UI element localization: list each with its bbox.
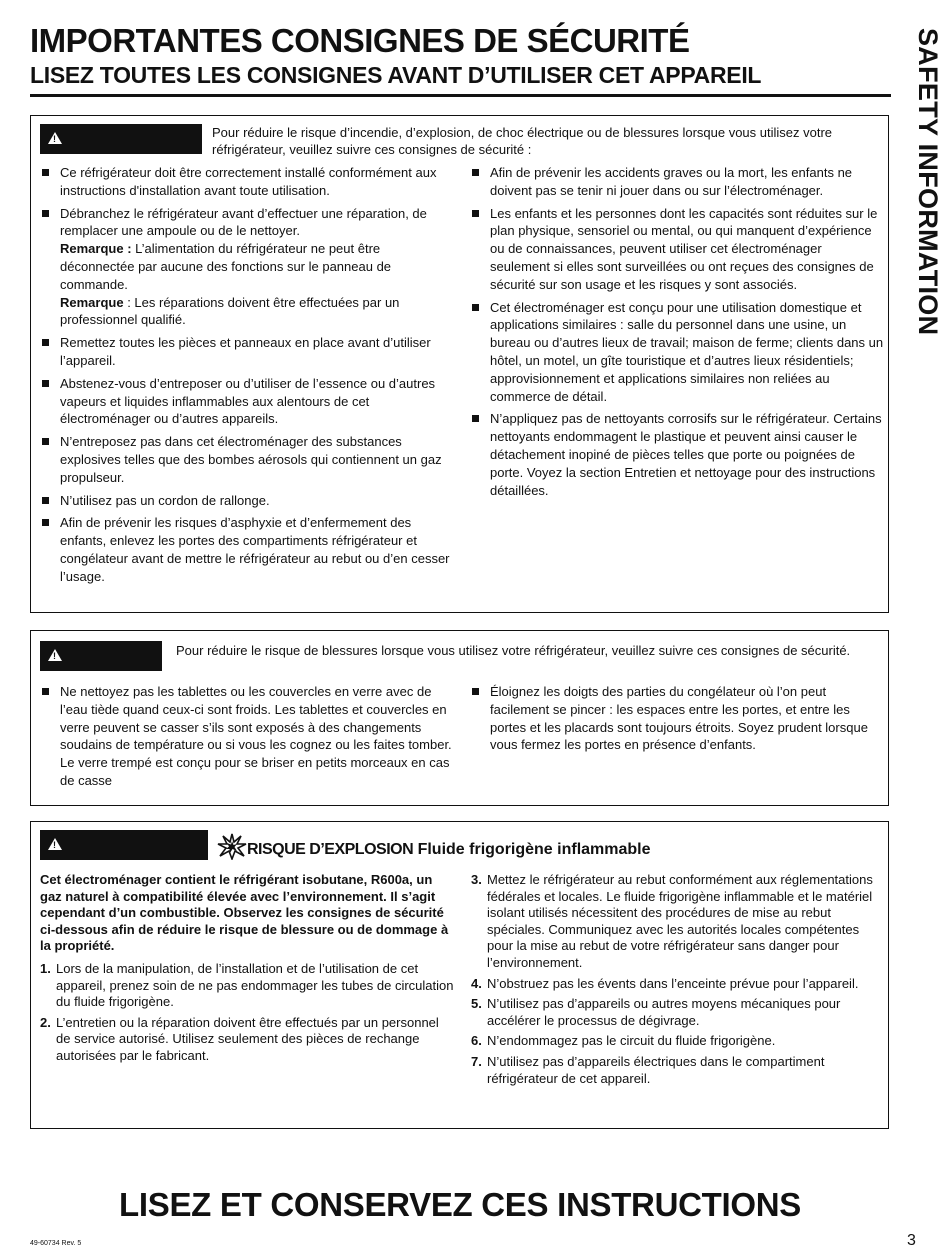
note [60, 295, 399, 328]
caution-box [30, 630, 889, 806]
list-item-text: N’utilisez pas d’appareils ou autres moyens mécaniques pour accélérer le processus de dégivrage. [487, 996, 841, 1028]
warning-badge [40, 124, 202, 154]
list-item [471, 872, 881, 972]
list-item [471, 996, 881, 1029]
list-item-text: L’entretien ou la réparation doivent être effectués par un personnel de service autorisé. Utilisez seulement des pièces de rechange autorisées par le fabricant. [56, 1014, 439, 1063]
warning-badge [40, 830, 208, 860]
list-item: Cet électroménager est conçu pour une utilisation domestique et applications similaires : salle du personnel dans une usine, un bureau ou d’autres lieux de travail; maison de ferme; clients dans un hôtel, un motel, un gîte touristique et d’autres lieux résidentiels; approvisionnement et applications similaires non reliées au commerce de détail. [470, 299, 885, 406]
list-item-text: N’endommagez pas le circuit du fluide frigorigène. [487, 1033, 776, 1049]
list-item: Les enfants et les personnes dont les capacités sont réduites sur le plan physique, sensoriel ou mental, ou qui manquent d’expérience ou de connaissances, peuvent utiliser cet électroménager seulement si elles sont surveillées ou ont reçues des consignes de sécurité sur son usage et les risques y sont associés. [470, 205, 885, 294]
item-number: 5. [471, 996, 482, 1012]
box2-left-column [40, 683, 455, 795]
hazard-title: RISQUE D’EXPLOSION [247, 841, 414, 858]
side-tab [912, 28, 950, 408]
list-item-text: Mettez le réfrigérateur au rebut conformément aux réglementations fédérales et locales. Le fluide frigorigène inflammable et le matériel isolant utilisés nécessitent des procédures de mise au rebut spéciales. Communiquez avec les autorités locales compétentes pour la mise au rebut de votre réfrigérateur sans danger pour l’environnement. [487, 872, 873, 970]
item-number: 7. [471, 1053, 482, 1069]
box1-left-column [40, 164, 455, 591]
list-item-text: N’utilisez pas d’appareils électriques dans le compartiment réfrigérateur de cet appareil. [487, 1053, 825, 1086]
list-item [40, 1015, 455, 1065]
hazard-subtitle: Fluide frigorigène inflammable [413, 841, 651, 858]
note [60, 241, 391, 292]
list-item: Ce réfrigérateur doit être correctement installé conformément aux instructions d'installation avant toute utilisation. [40, 164, 455, 200]
note-label: Remarque : [60, 241, 132, 257]
item-number: 2. [40, 1014, 51, 1030]
item-number: 6. [471, 1033, 482, 1049]
list-item-text: N’obstruez pas les évents dans l’enceinte prévue pour l’appareil. [487, 975, 859, 991]
list-item-text: Lors de la manipulation, de l’installation et de l’utilisation de cet appareil, prenez soin de ne pas endommager les tubes de circulation du fluide frigorigène. [56, 960, 454, 1010]
box3-right-column [471, 872, 881, 1091]
warning-box-general [30, 115, 889, 613]
list-item: Abstenez-vous d’entreposer ou d’utiliser de l’essence ou d’autres vapeurs et liquides inflammables aux alentours de cet électroménager ou d’autres appareils. [40, 375, 455, 428]
box2-intro: Pour réduire le risque de blessures lorsque vous utilisez votre réfrigérateur, veuillez suivre ces consignes de sécurité. [176, 643, 851, 658]
item-number: 1. [40, 960, 51, 976]
note-text: L’alimentation du réfrigérateur ne peut être déconnectée par aucune des fonctions sur le panneau de commande. [60, 241, 392, 292]
box1-intro: Pour réduire le risque d’incendie, d’explosion, de choc électrique ou de blessures lorsque vous utilisez votre réfrigérateur, veuillez suivre ces consignes de sécurité : [212, 125, 833, 157]
box3-left-column [40, 872, 455, 1069]
page-title: IMPORTANTES CONSIGNES DE SÉCURITÉ [30, 22, 690, 59]
warning-triangle-icon [48, 132, 62, 144]
warning-triangle-icon [48, 649, 62, 661]
list-item: Afin de prévenir les accidents graves ou la mort, les enfants ne doivent pas se tenir ni jouer dans ou sur l’électroménager. [470, 164, 885, 200]
list-item: Remettez toutes les pièces et panneaux en place avant d’utiliser l’appareil. [40, 334, 455, 370]
list-item [40, 205, 455, 330]
footer-title: LISEZ ET CONSERVEZ CES INSTRUCTIONS [119, 1186, 801, 1223]
refrigerant-intro: Cet électroménager contient le réfrigérant isobutane, R600a, un gaz naturel à compatibilité élevée avec l’environnement. Il s’agit cependant d’un combustible. Observez les consignes de sécurité ci-dessous afin de réduire le risque de blessure ou de dommage à la propriété. [40, 872, 449, 954]
hazard-heading [217, 832, 651, 860]
item-number: 4. [471, 975, 482, 991]
caution-badge [40, 641, 162, 671]
box2-right-column [470, 683, 885, 759]
page-subtitle: LISEZ TOUTES LES CONSIGNES AVANT D’UTILISER CET APPAREIL [30, 62, 762, 88]
list-item: Afin de prévenir les risques d’asphyxie et d’enfermement des enfants, enlevez les portes des compartiments réfrigérateur et congélateur avant de mettre le réfrigérateur au rebut ou d’en cesser l’usage. [40, 514, 455, 585]
list-item [471, 1054, 881, 1087]
list-item [40, 961, 455, 1011]
list-item: N’utilisez pas un cordon de rallonge. [40, 492, 455, 510]
note-label: Remarque [60, 294, 124, 310]
page-number: 3 [907, 1232, 916, 1249]
box1-right-column [470, 164, 885, 504]
list-item: Éloignez les doigts des parties du congélateur où l’on peut facilement se pincer : les espaces entre les portes, et entre les portes et les placards sont toujours étroits. Soyez prudent lorsque vous fermez les portes en présence d’enfants. [470, 683, 885, 754]
list-item: N’appliquez pas de nettoyants corrosifs sur le réfrigérateur. Certains nettoyants endommagent le plastique et peuvent ainsi causer le détachement inopiné de pièces telles que porte ou poignées de porte. Voyez la section Entretien et nettoyage pour des instructions détaillées. [470, 410, 885, 499]
header-rule [30, 94, 891, 97]
list-item: N’entreposez pas dans cet électroménager des substances explosives telles que des bombes aérosols qui contiennent un gaz propulseur. [40, 433, 455, 486]
list-item [471, 1033, 881, 1050]
warning-triangle-icon [48, 838, 62, 850]
list-item: Ne nettoyez pas les tablettes ou les couvercles en verre avec de l’eau tiède quand ceux-ci sont froids. Les tablettes et couvercles en verre peuvent se casser s’ils sont exposés à des changements soudains de température ou si vous les cognez ou les faites tomber. Le verre trempé est conçu pour se briser en petits morceaux en cas de casse [40, 683, 455, 790]
explosion-icon [217, 832, 247, 860]
side-label: SAFETY INFORMATION [913, 28, 943, 336]
list-item-text: Débranchez le réfrigérateur avant d’effectuer une réparation, de remplacer une ampoule ou de le nettoyer. [60, 205, 427, 239]
list-item [471, 976, 881, 993]
item-number: 3. [471, 872, 482, 887]
note-text: : Les réparations doivent être effectuées par un professionnel qualifié. [60, 294, 400, 328]
explosion-warning-box [30, 821, 889, 1129]
document-number: 49-60734 Rev. 5 [30, 1240, 82, 1247]
